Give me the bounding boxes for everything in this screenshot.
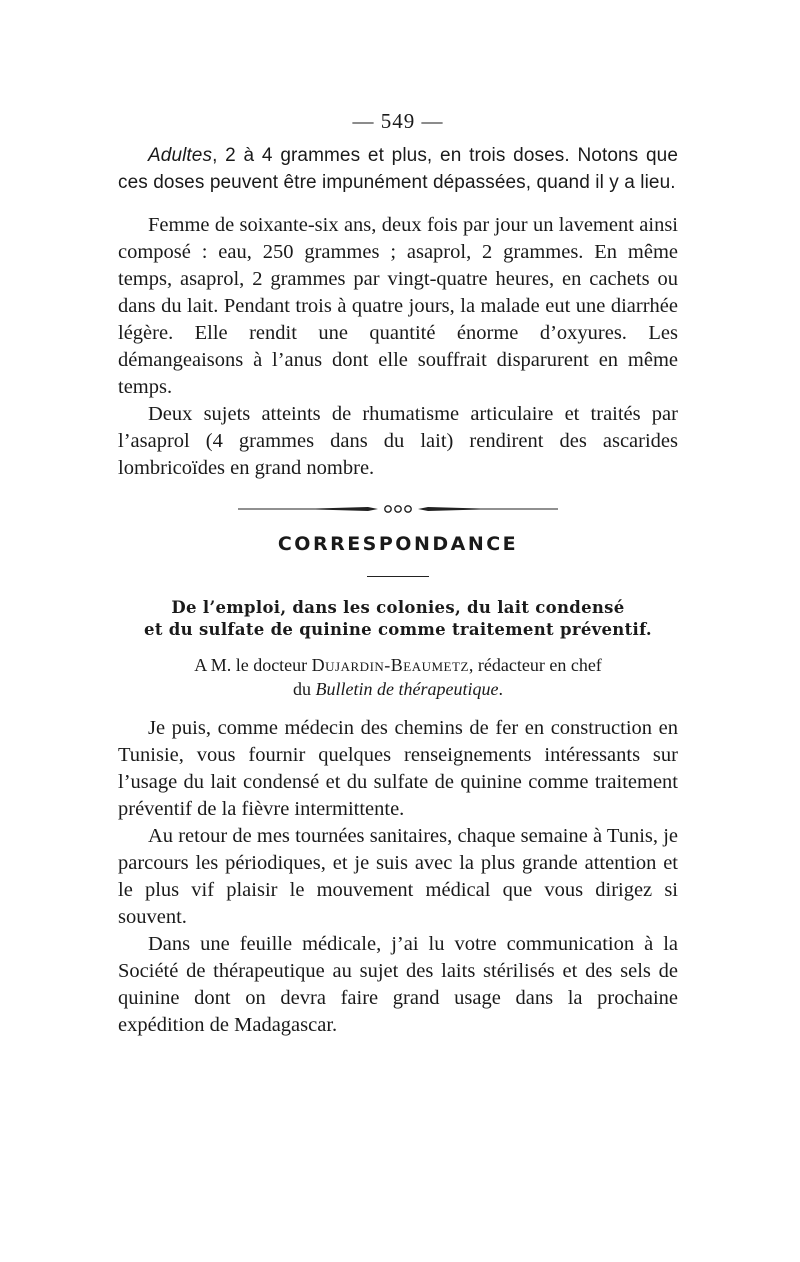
section-title: CORRESPONDANCE xyxy=(277,533,519,555)
page-number: — 549 — xyxy=(352,109,444,133)
subtitle-line-2: et du sulfate de quinine comme traitement préventif. xyxy=(144,620,652,639)
case-paragraph-woman: Femme de soixante-six ans, deux fois par jour un lavement ainsi composé : eau, 250 grammes ; asaprol, 2 grammes. En même temps, asaprol, 2 grammes par vingt-quatre heures, en cachets ou dans du lait. Pendant trois à quatre jours, la malade eut une diarrhée légère. Elle rendit une quantité énorme d’oxyures. Les démangeaisons à l’anus dont elle souffrait disparurent en même temps. xyxy=(118,214,678,398)
doses-text: , 2 à 4 grammes et plus, en trois doses. Notons que ces doses peuvent être impunément dépassées, quand il y a lieu. xyxy=(118,145,678,193)
letter-paragraph-2: Au retour de mes tournées sanitaires, chaque semaine à Tunis, je parcours les périodiques, et je suis avec la plus grande attention et le plus vif plaisir le mouvement médical que vous dirigez si souvent. xyxy=(118,825,678,928)
letter-paragraph-3: Dans une feuille médicale, j’ai lu votre communication à la Société de thérapeutique au sujet des laits stérilisés et des sels de quinine dont on devra faire grand usage dans la prochaine expédition de Madagascar. xyxy=(118,933,678,1036)
doses-paragraph xyxy=(118,142,678,196)
journal-name: Bulletin de thérapeutique xyxy=(315,679,499,699)
doses-italic-lead: Adultes xyxy=(148,145,213,166)
article-subtitle xyxy=(118,597,678,641)
case-paragraph-rheumatism: Deux sujets atteints de rhumatisme articulaire et traités par l’asaprol (4 grammes dans du lait) rendirent des ascarides lombricoïdes en grand nombre. xyxy=(118,403,678,479)
title-rule xyxy=(367,576,429,577)
addressee-name: Dujardin-Beaumetz xyxy=(311,655,469,675)
letter-address xyxy=(118,653,678,701)
letter-paragraph-1: Je puis, comme médecin des chemins de fer en construction en Tunisie, vous fournir quelques renseignements intéressants sur l’usage du lait condensé et du sulfate de quinine comme traitement préventif de la fièvre intermittente. xyxy=(118,717,678,820)
address-line-2: du Bulletin de thérapeutique. xyxy=(293,679,503,699)
book-page xyxy=(118,108,678,1039)
address-line-1: A M. le docteur Dujardin-Beaumetz, rédacteur en chef xyxy=(194,655,602,675)
ornament-divider xyxy=(238,502,558,516)
subtitle-line-1: De l’emploi, dans les colonies, du lait condensé xyxy=(171,598,625,617)
letter-body xyxy=(118,715,678,1039)
